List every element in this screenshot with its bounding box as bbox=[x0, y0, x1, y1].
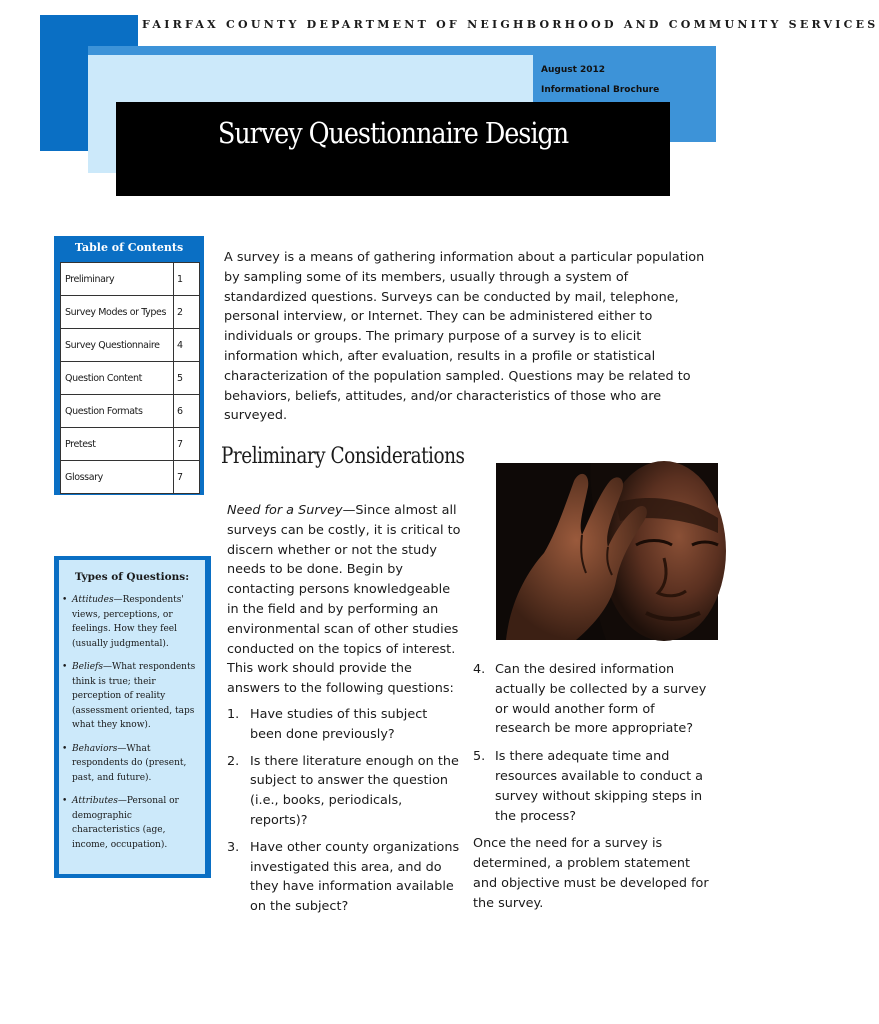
brochure-meta bbox=[541, 60, 659, 100]
toc-page: 2 bbox=[174, 296, 200, 329]
toc-page: 1 bbox=[174, 263, 200, 296]
toc-page: 7 bbox=[174, 461, 200, 494]
section-heading: Preliminary Considerations bbox=[221, 444, 465, 469]
toc-heading: Table of Contents bbox=[74, 241, 184, 254]
types-term: Beliefs bbox=[72, 662, 103, 672]
toc-page: 6 bbox=[174, 395, 200, 428]
item-text: Have studies of this subject been done previously? bbox=[250, 706, 428, 742]
list-item bbox=[227, 838, 463, 917]
types-item bbox=[62, 660, 202, 733]
bullet-icon: • bbox=[62, 595, 68, 605]
toc-label: Glossary bbox=[61, 461, 174, 494]
toc-row[interactable] bbox=[61, 362, 200, 395]
toc-label: Question Content bbox=[61, 362, 174, 395]
list-item bbox=[473, 660, 713, 739]
need-text: —Since almost all surveys can be costly, it is critical to discern whether or not the study needs to be done. Begin by contacting persons knowledgeable in the field and by performing an environmental scan of other studies conducted on the topics of interest. This work should provide the answers to the following questions: bbox=[227, 503, 461, 697]
toc-label: Survey Questionnaire bbox=[61, 329, 174, 362]
toc-row[interactable] bbox=[61, 329, 200, 362]
need-lead: Need for a Survey bbox=[227, 503, 343, 518]
bullet-icon: • bbox=[62, 743, 68, 754]
bullet-icon: • bbox=[62, 796, 68, 806]
item-text: Is there literature enough on the subject to answer the question (i.e., books, periodicals, reports)? bbox=[250, 753, 459, 828]
item-number: 5. bbox=[473, 749, 486, 765]
toc-row[interactable] bbox=[61, 428, 200, 461]
types-desc: —Respondents' views, perceptions, or feelings. How they feel (usually judgmental). bbox=[72, 595, 184, 649]
body-column-right bbox=[473, 660, 713, 914]
toc-page: 7 bbox=[174, 428, 200, 461]
toc-label: Preliminary bbox=[61, 263, 174, 296]
toc-table bbox=[60, 262, 200, 494]
item-number: 4. bbox=[473, 662, 486, 677]
types-item bbox=[62, 742, 202, 786]
toc-row[interactable] bbox=[61, 395, 200, 428]
types-item bbox=[62, 593, 202, 651]
toc-label: Question Formats bbox=[61, 395, 174, 428]
types-desc: —Personal or demographic characteristics (age, income, occupation). bbox=[72, 796, 179, 850]
item-text: Have other county organizations investigated this area, and do they have information available on the subject? bbox=[250, 839, 460, 915]
types-desc: —What respondents do (present, past, and future). bbox=[72, 743, 187, 783]
types-term: Attitudes bbox=[72, 595, 114, 605]
photo-thinking-man bbox=[496, 463, 718, 640]
body-column-left bbox=[227, 501, 463, 924]
types-term: Attributes bbox=[72, 796, 118, 806]
types-term: Behaviors bbox=[72, 743, 118, 754]
photo-illustration bbox=[496, 463, 718, 640]
toc-row[interactable] bbox=[61, 461, 200, 494]
toc-row[interactable] bbox=[61, 296, 200, 329]
brochure-type: Informational Brochure bbox=[541, 85, 660, 95]
department-name: FAIRFAX COUNTY DEPARTMENT OF NEIGHBORHOOD AND COMMUNITY SERVICES bbox=[142, 18, 879, 31]
item-number: 2. bbox=[227, 753, 240, 769]
types-list bbox=[62, 593, 202, 861]
list-item bbox=[227, 752, 463, 831]
toc-label: Survey Modes or Types bbox=[61, 296, 174, 329]
list-item bbox=[227, 705, 463, 745]
item-number: 3. bbox=[227, 839, 240, 855]
intro-paragraph: A survey is a means of gathering information about a particular population by sampling some of its members, usually through a system of standardized questions. Surveys can be conducted by mail, telephone, personal interview, or Internet. They can be administered either to individuals or groups. The primary purpose of a survey is to elicit information which, after evaluation, results in a profile or statistical characterization of the population sampled. Questions may be related to behaviors, beliefs, attitudes, and/or characteristics of those who are surveyed. bbox=[224, 250, 705, 424]
types-item bbox=[62, 794, 202, 852]
toc-page: 5 bbox=[174, 362, 200, 395]
item-text: Is there adequate time and resources available to conduct a survey without skipping steps in the process? bbox=[495, 749, 703, 824]
question-list-left bbox=[227, 705, 463, 917]
question-list-right bbox=[473, 660, 713, 826]
closing-paragraph: Once the need for a survey is determined, a problem statement and objective must be developed for the survey. bbox=[473, 836, 709, 911]
types-heading: Types of Questions: bbox=[74, 571, 190, 583]
brochure-date: August 2012 bbox=[541, 65, 606, 75]
item-text: Can the desired information actually be collected by a survey or would another form of research be more appropriate? bbox=[495, 662, 707, 737]
toc-page: 4 bbox=[174, 329, 200, 362]
toc-label: Pretest bbox=[61, 428, 174, 461]
need-paragraph bbox=[227, 501, 463, 699]
page-title: Survey Questionnaire Design bbox=[217, 116, 569, 150]
toc-row[interactable] bbox=[61, 263, 200, 296]
types-desc: —What respondents think is true; their perception of reality (assessment oriented, taps what they know). bbox=[72, 662, 196, 730]
list-item bbox=[473, 747, 713, 826]
item-number: 1. bbox=[227, 706, 240, 722]
bullet-icon: • bbox=[62, 662, 68, 672]
